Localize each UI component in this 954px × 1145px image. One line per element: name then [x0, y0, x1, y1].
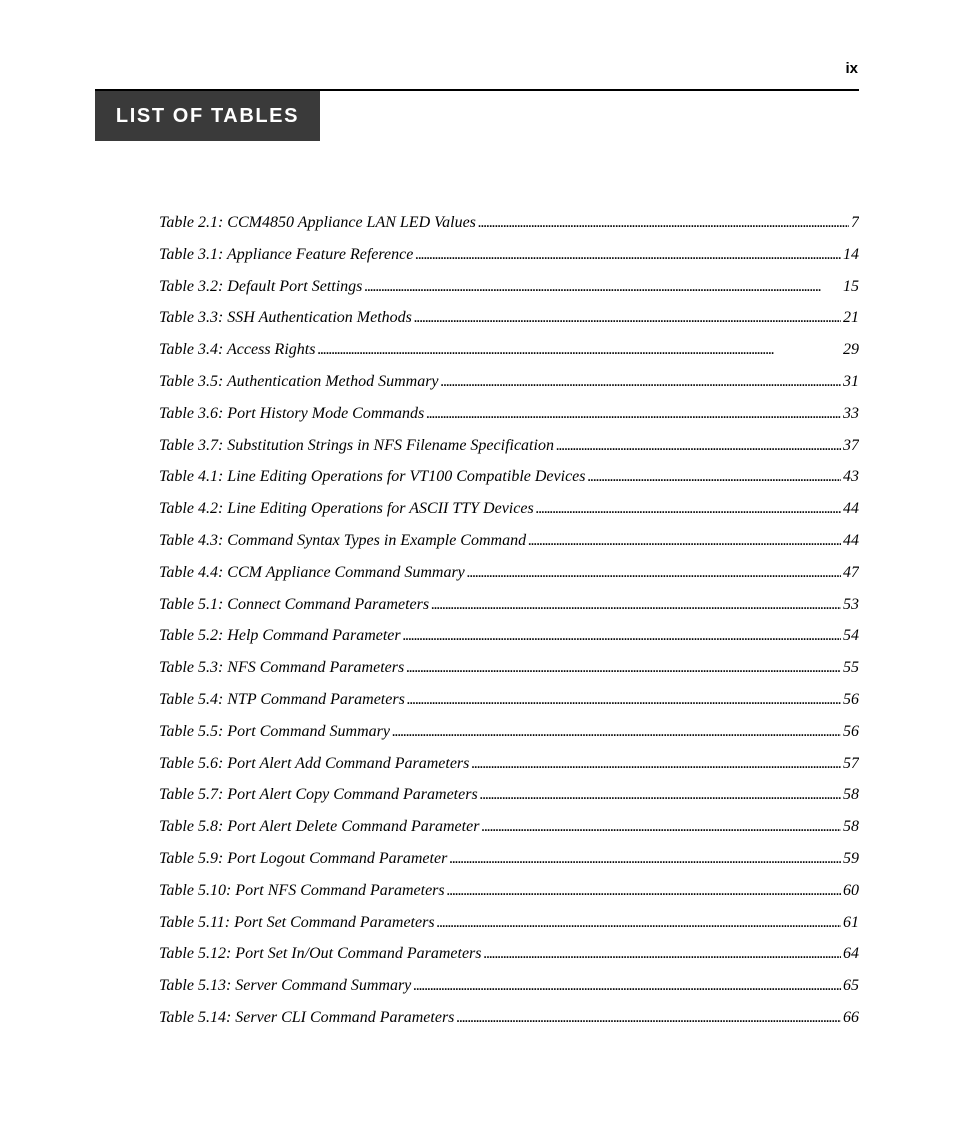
- toc-entry-page-number: 57: [843, 754, 859, 772]
- toc-entry-label: Table 4.4: CCM Appliance Command Summary: [159, 563, 465, 581]
- toc-entry-page-number: 55: [843, 659, 859, 677]
- list-item[interactable]: [159, 912, 859, 944]
- dot-leader: [456, 1007, 841, 1029]
- dot-leader: [536, 498, 841, 520]
- toc-entry-label: Table 5.5: Port Command Summary: [159, 722, 390, 740]
- toc-entry-page-number: 29: [843, 341, 859, 359]
- dot-leader: [406, 657, 841, 679]
- dot-leader: [426, 403, 841, 425]
- dot-leader: [413, 975, 841, 997]
- toc-entry-page-number: 56: [843, 722, 859, 740]
- toc-entry-label: Table 5.9: Port Logout Command Parameter: [159, 849, 448, 867]
- toc-entry-label: Table 3.7: Substitution Strings in NFS Filename Specification: [159, 436, 554, 454]
- toc-entry-page-number: 31: [843, 372, 859, 390]
- toc-entry-page-number: 53: [843, 595, 859, 613]
- toc-entry-label: Table 5.6: Port Alert Add Command Parameters: [159, 754, 470, 772]
- toc-entry-label: Table 4.3: Command Syntax Types in Example Command: [159, 531, 527, 549]
- toc-entry-page-number: 47: [843, 563, 859, 581]
- dot-leader: [441, 371, 841, 393]
- list-item[interactable]: [159, 848, 859, 880]
- toc-entry-label: Table 5.4: NTP Command Parameters: [159, 690, 405, 708]
- toc-entry-page-number: 61: [843, 913, 859, 931]
- toc-entry-page-number: 54: [843, 627, 859, 645]
- toc-entry-label: Table 5.8: Port Alert Delete Command Parameter: [159, 818, 480, 836]
- list-item[interactable]: [159, 689, 859, 721]
- list-item[interactable]: [159, 1007, 859, 1039]
- toc-entry-page-number: 21: [843, 309, 859, 327]
- list-item[interactable]: [159, 721, 859, 753]
- list-item[interactable]: [159, 816, 859, 848]
- list-item[interactable]: [159, 466, 859, 498]
- list-item[interactable]: [159, 530, 859, 562]
- dot-leader: [467, 562, 841, 584]
- toc-entry-page-number: 59: [843, 849, 859, 867]
- dot-leader: [449, 848, 841, 870]
- dot-leader: [528, 530, 841, 552]
- list-item[interactable]: [159, 435, 859, 467]
- section-title: LIST OF TABLES: [95, 91, 320, 141]
- list-item[interactable]: [159, 307, 859, 339]
- dot-leader: [392, 721, 841, 743]
- dot-leader: [431, 594, 841, 616]
- toc-entry-label: Table 5.3: NFS Command Parameters: [159, 659, 405, 677]
- toc-entry-label: Table 5.12: Port Set In/Out Command Parameters: [159, 945, 482, 963]
- list-item[interactable]: [159, 244, 859, 276]
- toc-entry-label: Table 5.13: Server Command Summary: [159, 977, 412, 995]
- dot-leader: [437, 912, 841, 934]
- toc-entry-page-number: 33: [843, 404, 859, 422]
- toc-entry-page-number: 37: [843, 436, 859, 454]
- toc-entry-label: Table 4.1: Line Editing Operations for VT100 Compatible Devices: [159, 468, 586, 486]
- dot-leader: [481, 816, 841, 838]
- list-item[interactable]: [159, 975, 859, 1007]
- toc-entry-page-number: 43: [843, 468, 859, 486]
- toc-entry-page-number: 14: [843, 245, 859, 263]
- dot-leader: [403, 625, 841, 647]
- toc-entry-page-number: 44: [843, 531, 859, 549]
- dot-leader: [471, 753, 841, 775]
- list-item[interactable]: [159, 276, 859, 308]
- dot-leader: [415, 244, 841, 266]
- toc-entry-page-number: 7: [851, 214, 859, 231]
- dot-leader: [480, 784, 841, 806]
- toc-entry-label: Table 5.1: Connect Command Parameters: [159, 595, 430, 613]
- toc-entry-label: Table 5.14: Server CLI Command Parameters: [159, 1008, 455, 1026]
- dot-leader: [447, 880, 841, 902]
- toc-entry-page-number: 64: [843, 945, 859, 963]
- toc-entry-label: Table 3.5: Authentication Method Summary: [159, 372, 439, 390]
- toc-entry-label: Table 5.11: Port Set Command Parameters: [159, 913, 435, 931]
- toc-entry-page-number: 44: [843, 500, 859, 518]
- toc-entry-label: Table 5.7: Port Alert Copy Command Parameters: [159, 786, 478, 804]
- toc-entry-page-number: 58: [843, 786, 859, 804]
- list-item[interactable]: [159, 657, 859, 689]
- list-item[interactable]: [159, 403, 859, 435]
- toc-entry-label: Table 3.2: Default Port Settings: [159, 277, 363, 295]
- toc-entry-page-number: 15: [843, 277, 859, 295]
- list-item[interactable]: [159, 943, 859, 975]
- toc-entry-label: Table 3.6: Port History Mode Commands: [159, 404, 425, 422]
- list-item[interactable]: [159, 371, 859, 403]
- page-number: ix: [845, 60, 858, 77]
- toc-entry-page-number: 60: [843, 881, 859, 899]
- list-item[interactable]: [159, 212, 859, 244]
- dot-leader: [317, 339, 841, 361]
- toc-entry-page-number: 56: [843, 690, 859, 708]
- list-item[interactable]: [159, 562, 859, 594]
- list-item[interactable]: [159, 339, 859, 371]
- list-item[interactable]: [159, 784, 859, 816]
- dot-leader: [556, 435, 841, 457]
- dot-leader: [407, 689, 841, 711]
- dot-leader: [478, 212, 849, 234]
- toc-entry-page-number: 58: [843, 818, 859, 836]
- toc-entry-label: Table 2.1: CCM4850 Appliance LAN LED Values: [159, 214, 476, 231]
- dot-leader: [484, 943, 841, 965]
- list-item[interactable]: [159, 880, 859, 912]
- toc-entry-page-number: 65: [843, 977, 859, 995]
- toc-entry-label: Table 4.2: Line Editing Operations for ASCII TTY Devices: [159, 500, 534, 518]
- list-item[interactable]: [159, 753, 859, 785]
- dot-leader: [364, 276, 841, 298]
- toc-entry-label: Table 3.1: Appliance Feature Reference: [159, 245, 414, 263]
- toc-entry-page-number: 66: [843, 1008, 859, 1026]
- dot-leader: [588, 466, 842, 488]
- list-item[interactable]: [159, 625, 859, 657]
- toc-entry-label: Table 3.3: SSH Authentication Methods: [159, 309, 412, 327]
- toc-entry-label: Table 5.2: Help Command Parameter: [159, 627, 401, 645]
- dot-leader: [414, 307, 841, 329]
- toc-entry-label: Table 3.4: Access Rights: [159, 341, 316, 359]
- list-item[interactable]: [159, 594, 859, 626]
- table-of-contents-list: [159, 212, 859, 1039]
- list-item[interactable]: [159, 498, 859, 530]
- toc-entry-label: Table 5.10: Port NFS Command Parameters: [159, 881, 445, 899]
